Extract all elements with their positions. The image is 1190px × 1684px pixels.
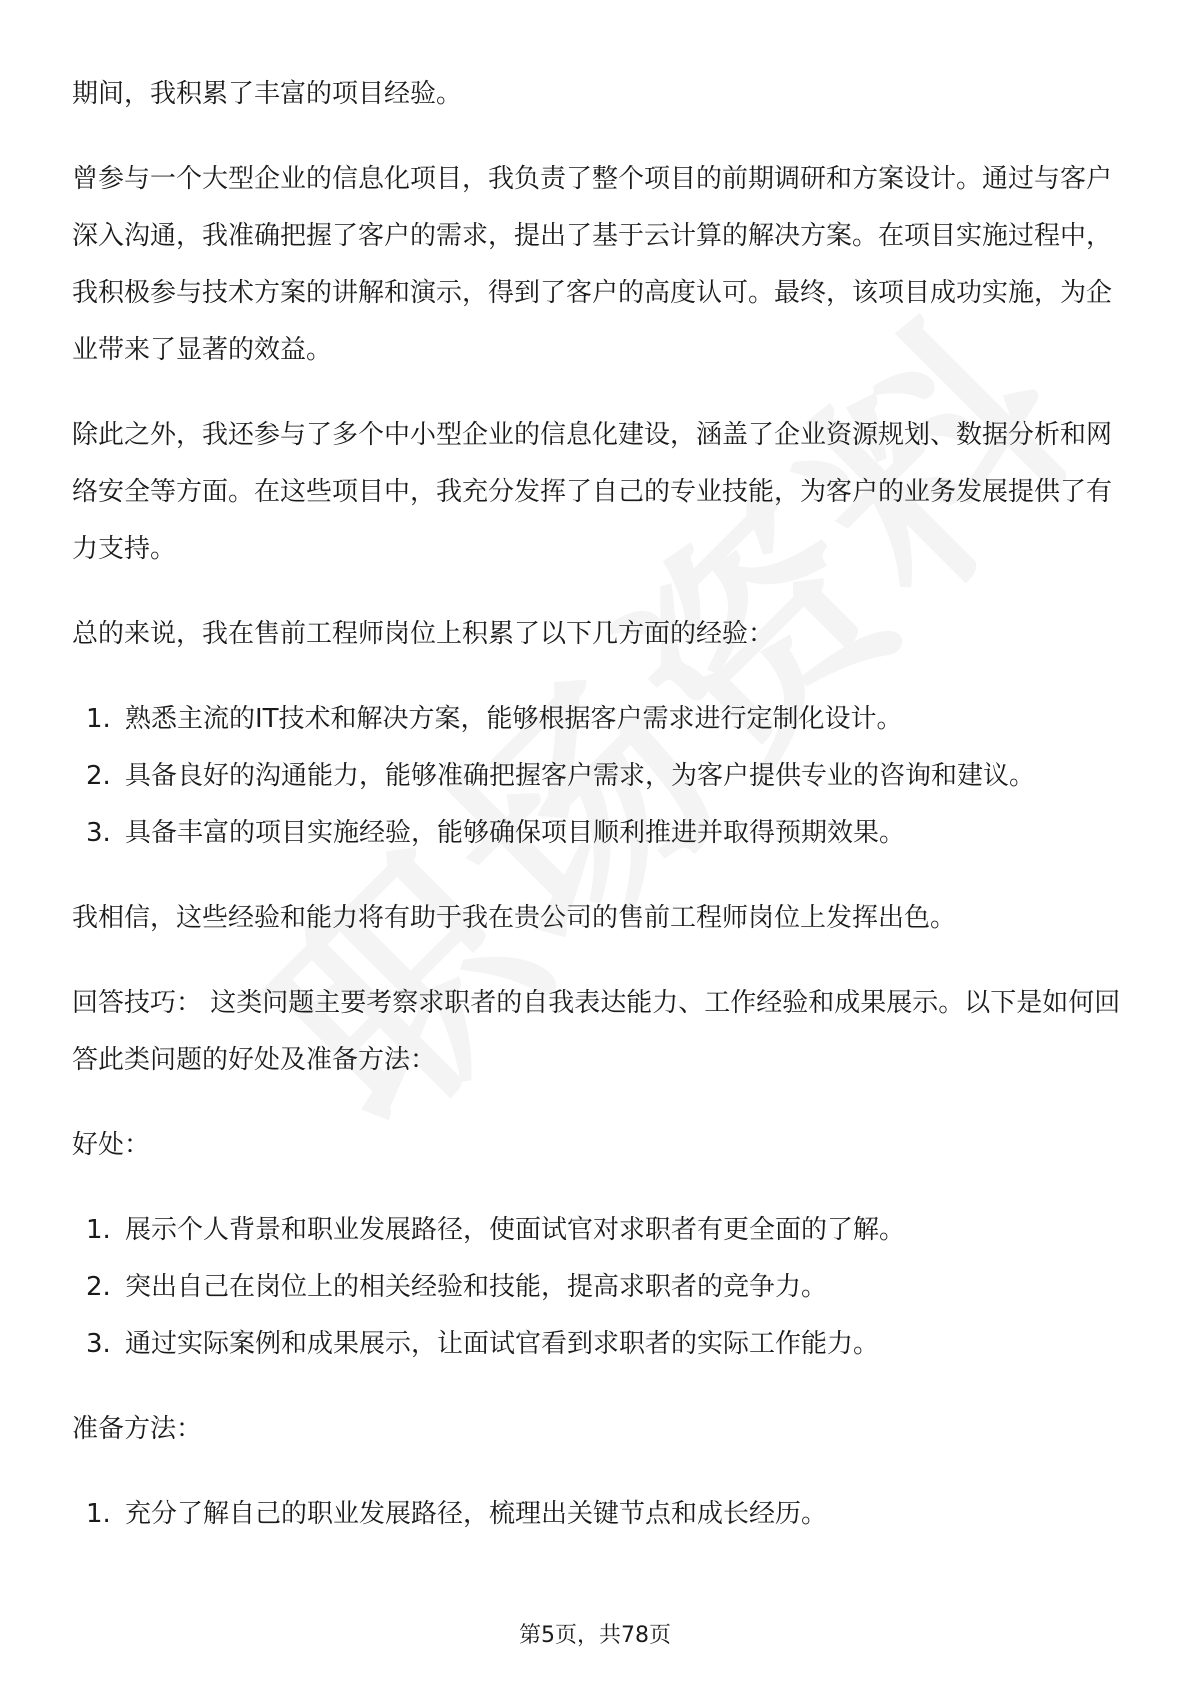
paragraph: 曾参与一个大型企业的信息化项目，我负责了整个项目的前期调研和方案设计。通过与客户深入沟通，我准确把握了客户的需求，提出了基于云计算的解决方案。在项目实施过程中，我积极参与技术方案的讲解和演示，得到了客户的高度认可。最终，该项目成功实施，为企业带来了显著的效益。: [72, 164, 1113, 365]
document-body: [72, 66, 1122, 1571]
list-item-text: 突出自己在岗位上的相关经验和技能，提高求职者的竞争力。: [125, 1272, 828, 1302]
list-item-text: 展示个人背景和职业发展路径，使面试官对求职者有更全面的了解。: [125, 1215, 906, 1245]
list-number: 3.: [86, 1329, 111, 1359]
list-number: 1.: [86, 704, 111, 734]
list-number: 1.: [86, 1499, 111, 1529]
list-item: [72, 748, 1122, 805]
paragraph: 回答技巧： 这类问题主要考察求职者的自我表达能力、工作经验和成果展示。以下是如何回答此类问题的好处及准备方法：: [72, 988, 1121, 1075]
list-item: [72, 1202, 1122, 1259]
experience-list: [72, 691, 1122, 862]
paragraph: 总的来说，我在售前工程师岗位上积累了以下几方面的经验：: [72, 619, 775, 649]
list-item-text: 充分了解自己的职业发展路径，梳理出关键节点和成长经历。: [125, 1499, 828, 1529]
list-item: [72, 805, 1122, 862]
benefits-heading: 好处：: [72, 1130, 151, 1160]
preparation-list: [72, 1486, 1122, 1543]
benefits-list: [72, 1202, 1122, 1373]
preparation-heading: 准备方法：: [72, 1414, 203, 1444]
list-item-text: 熟悉主流的IT技术和解决方案，能够根据客户需求进行定制化设计。: [125, 704, 903, 734]
list-item: [72, 691, 1122, 748]
list-item: [72, 1486, 1122, 1543]
list-number: 2.: [86, 761, 111, 791]
list-number: 2.: [86, 1272, 111, 1302]
paragraph: 我相信，这些经验和能力将有助于我在贵公司的售前工程师岗位上发挥出色。: [72, 903, 957, 933]
list-item-text: 通过实际案例和成果展示，让面试官看到求职者的实际工作能力。: [125, 1329, 880, 1359]
list-item-text: 具备丰富的项目实施经验，能够确保项目顺利推进并取得预期效果。: [125, 818, 906, 848]
paragraph: 除此之外，我还参与了多个中小型企业的信息化建设，涵盖了企业资源规划、数据分析和网络安全等方面。在这些项目中，我充分发挥了自己的专业技能，为客户的业务发展提供了有力支持。: [72, 420, 1113, 564]
list-number: 1.: [86, 1215, 111, 1245]
list-number: 3.: [86, 818, 111, 848]
list-item-text: 具备良好的沟通能力，能够准确把握客户需求，为客户提供专业的咨询和建议。: [125, 761, 1036, 791]
list-item: [72, 1259, 1122, 1316]
list-item: [72, 1316, 1122, 1373]
paragraph: 期间，我积累了丰富的项目经验。: [72, 79, 463, 109]
page-footer: 第5页，共78页: [519, 1623, 671, 1648]
